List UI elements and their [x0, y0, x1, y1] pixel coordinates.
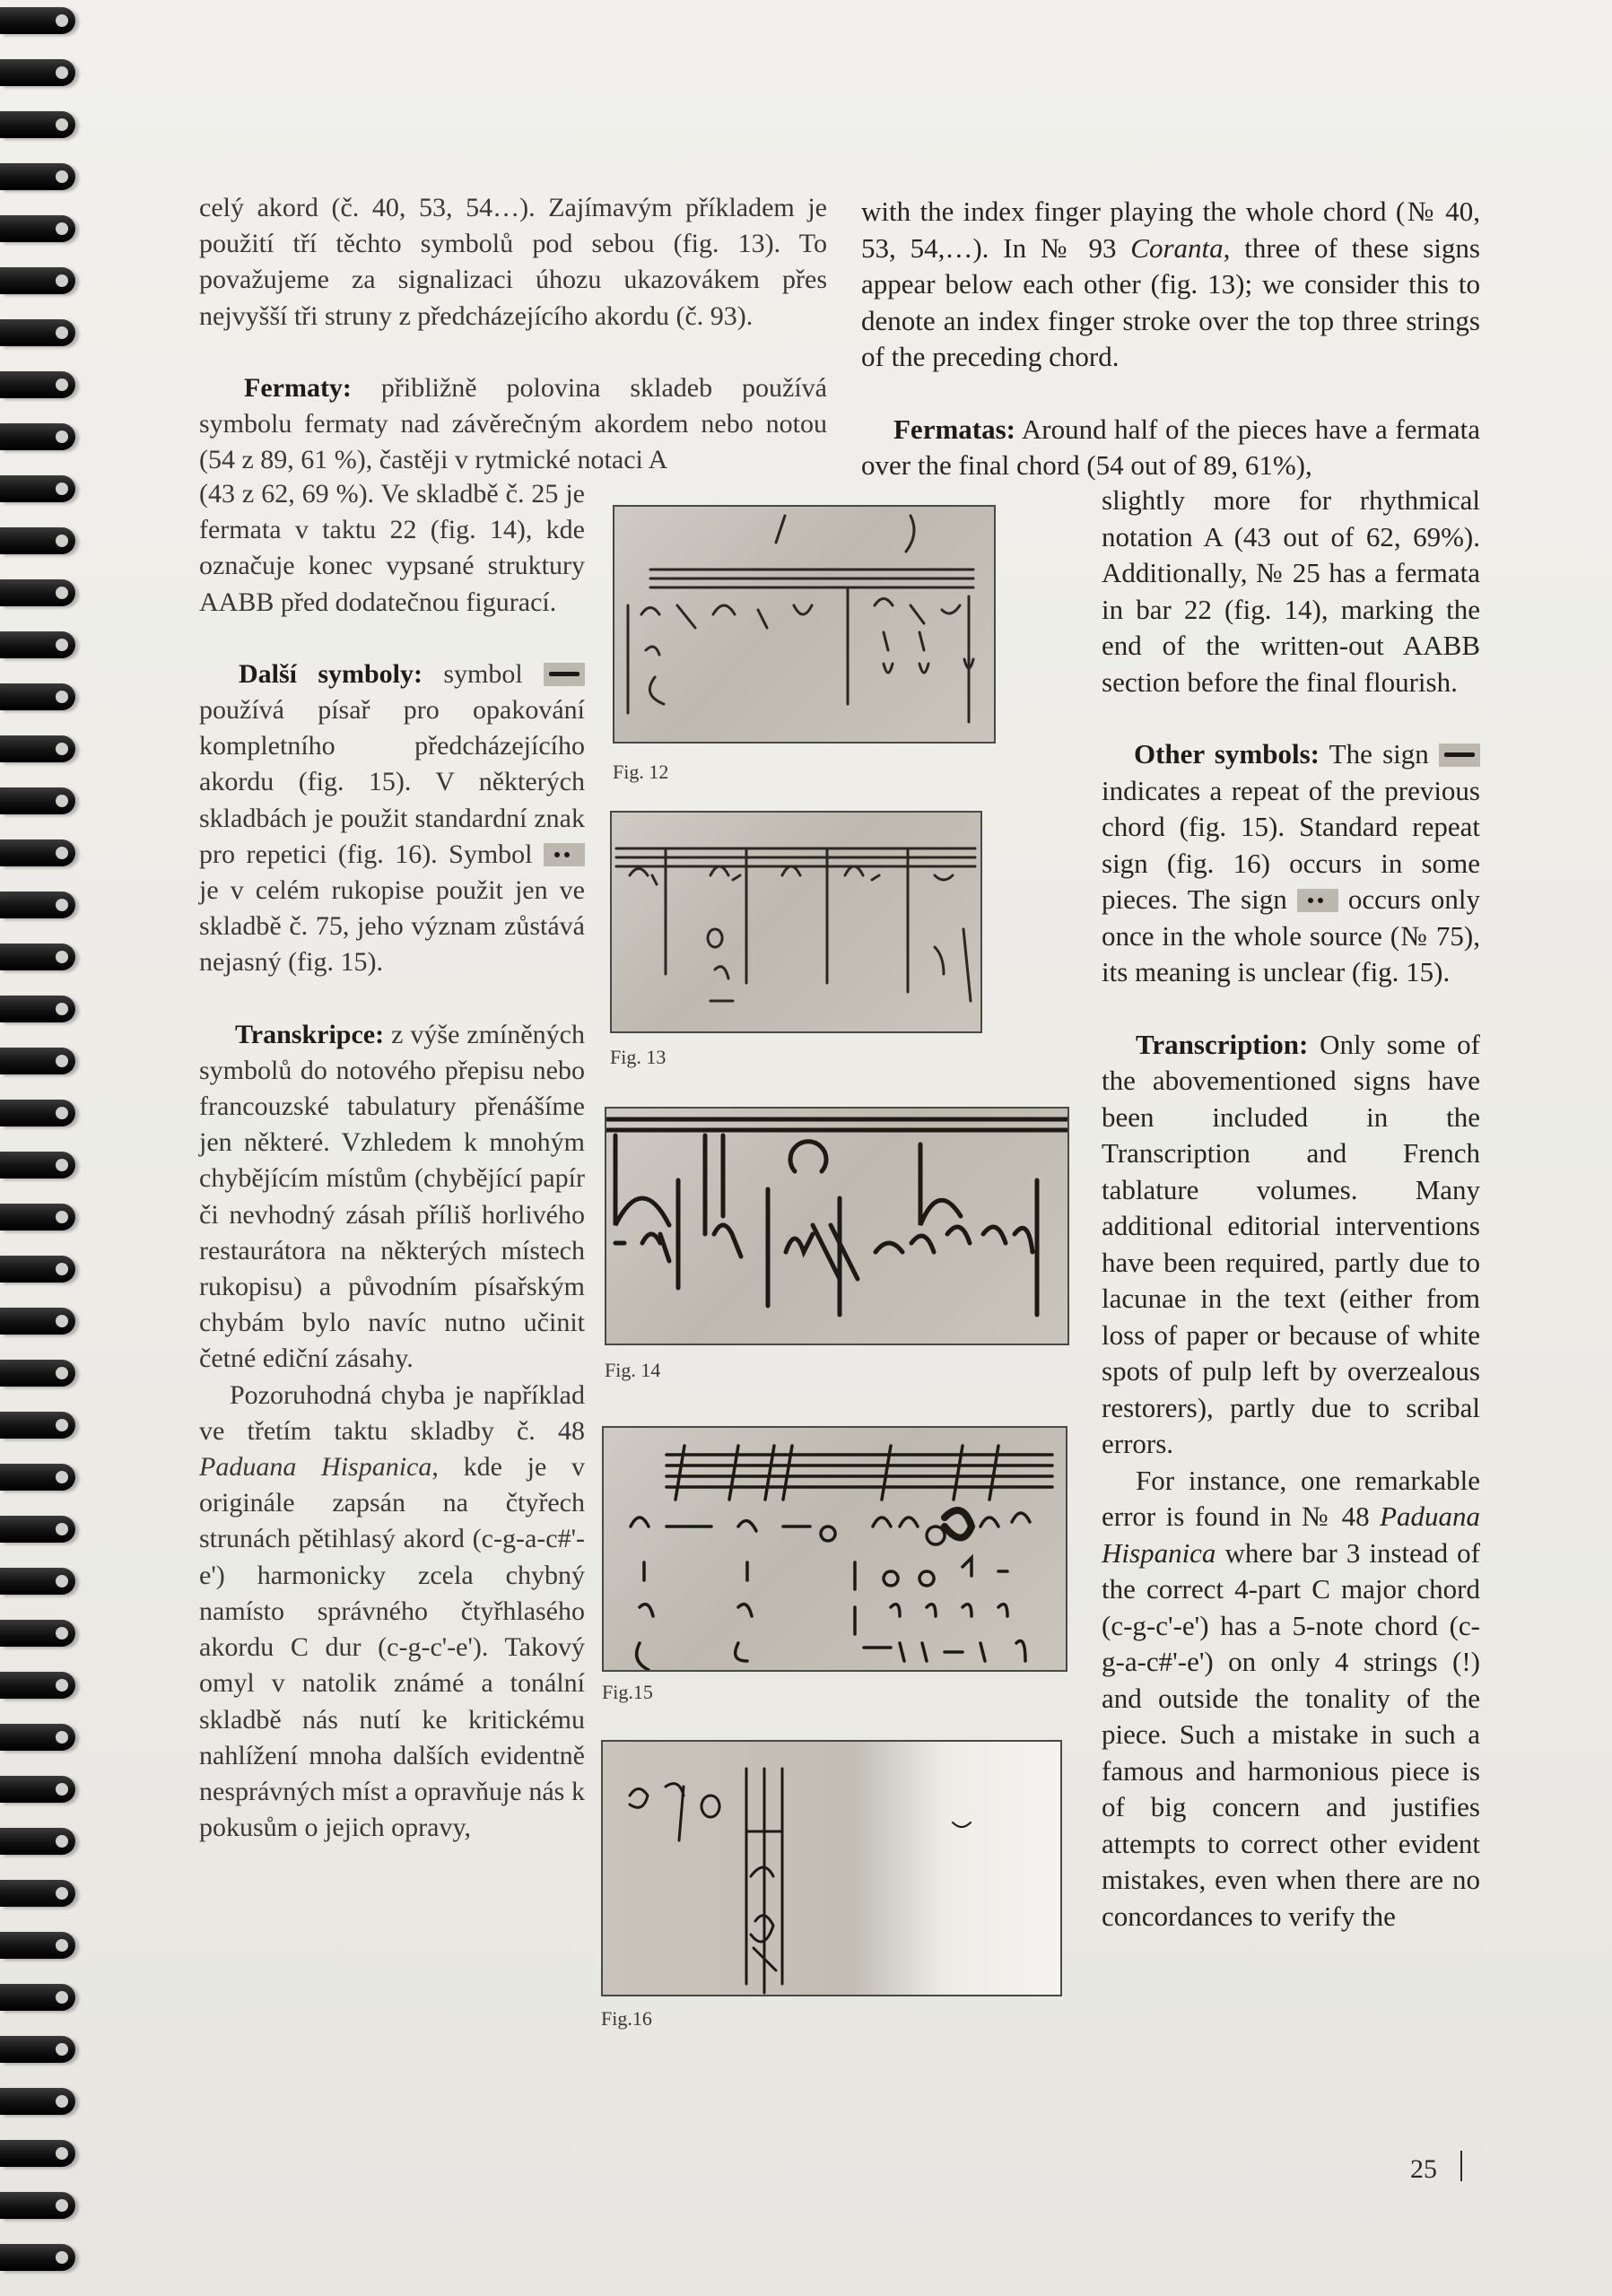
cz-paragraph-symbols: Další symboly: symbol používá písař pro opakování kompletního předcházejícího akordu (fig. 15). V některých skladbách je použit standardní znak pro repetici (fig. 16). Symbol je v celém rukopise použit jen ve skladbě č. 75, jeho význam zůstává nejasný (fig. 15).	[199, 658, 585, 978]
binding-ring	[0, 1464, 75, 1491]
binding-ring	[0, 787, 75, 814]
binding-ring	[0, 996, 75, 1022]
binding-ring	[0, 527, 75, 554]
czech-column-narrow	[199, 476, 585, 1846]
binding-ring	[0, 1672, 75, 1699]
binding-ring	[0, 735, 75, 762]
spiral-binding	[0, 0, 99, 2296]
tablature-image	[606, 1109, 1067, 1344]
binding-ring	[0, 1932, 75, 1959]
binding-ring	[0, 1360, 75, 1387]
binding-ring	[0, 1256, 75, 1283]
english-column-narrow	[1102, 483, 1480, 1935]
binding-ring	[0, 1724, 75, 1751]
binding-ring	[0, 891, 75, 918]
binding-ring	[0, 944, 75, 970]
binding-ring	[0, 2244, 75, 2271]
binding-ring	[0, 683, 75, 710]
tablature-image	[614, 507, 994, 742]
binding-ring	[0, 631, 75, 658]
en-paragraph-fermatas-cont: slightly more for rhythmical notation A (43 out of 62, 69%). Additionally, № 25 has a fermata in bar 22 (fig. 14), marking the end of the written-out AABB section before the final flourish.	[1102, 484, 1480, 698]
binding-ring	[0, 2140, 75, 2167]
cz-heading-dalsi: Další symboly:	[239, 658, 423, 689]
dots-symbol	[544, 843, 585, 866]
figure-15-manuscript	[602, 1426, 1067, 1672]
binding-ring	[0, 1100, 75, 1126]
binding-ring	[0, 1568, 75, 1595]
en-paragraph-fermatas: Fermatas: Around half of the pieces have a fermata over the final chord (54 out of 89, 61%),	[861, 413, 1480, 481]
binding-ring	[0, 111, 75, 138]
binding-ring	[0, 215, 75, 242]
binding-ring	[0, 1412, 75, 1439]
cz-paragraph-fermaty-cont: (43 z 62, 69 %). Ve skladbě č. 25 je fermata v taktu 22 (fig. 14), kde označuje konec vypsané struktury AABB před dodatečnou figurací.	[199, 479, 585, 617]
figure-16-manuscript	[601, 1740, 1062, 1996]
binding-ring	[0, 839, 75, 866]
binding-ring	[0, 1620, 75, 1647]
binding-ring	[0, 267, 75, 294]
en-heading-other: Other symbols:	[1134, 738, 1320, 770]
binding-ring	[0, 2036, 75, 2063]
binding-ring	[0, 1204, 75, 1231]
binding-ring	[0, 319, 75, 346]
binding-ring	[0, 2192, 75, 2219]
figure-12-caption: Fig. 12	[613, 761, 669, 783]
en-heading-fermatas: Fermatas:	[893, 413, 1015, 445]
en-paragraph-1: with the index finger playing the whole chord (№ 40, 53, 54,…). In № 93 Coranta, three of these signs appear below each other (fig. 13); we consider this to denote an index finger stroke over the top three strings of the preceding chord.	[861, 196, 1480, 372]
binding-ring	[0, 7, 75, 34]
binding-ring	[0, 2088, 75, 2115]
binding-ring	[0, 371, 75, 398]
binding-ring	[0, 1984, 75, 2011]
tablature-image	[603, 1742, 1060, 1995]
page-number-divider	[1460, 2151, 1462, 2181]
page-number: 25	[1410, 2154, 1437, 2184]
binding-ring	[0, 423, 75, 450]
cz-heading-transkripce: Transkripce:	[235, 1019, 385, 1049]
figure-14-caption: Fig. 14	[605, 1359, 661, 1381]
tablature-image	[612, 813, 980, 1031]
figure-14-manuscript	[605, 1107, 1069, 1345]
binding-ring	[0, 1880, 75, 1907]
en-heading-transcription: Transcription:	[1136, 1028, 1309, 1060]
cz-paragraph-1: celý akord (č. 40, 53, 54…). Zajímavým příkladem je použití tří těchto symbolů pod sebou (fig. 13). To považujeme za signalizaci úhozu ukazovákem přes nejvyšší tři struny z předcházejícího akordu (č. 93).	[199, 193, 827, 331]
binding-ring	[0, 1828, 75, 1855]
repeat-chord-symbol	[1439, 744, 1480, 767]
binding-ring	[0, 1776, 75, 1803]
binding-ring	[0, 1152, 75, 1178]
en-paragraph-error: For instance, one remarkable error is found in № 48 Paduana Hispanica where bar 3 instead of the correct 4-part C major chord (c-g-c'-e') has a 5-note chord (c-g-a-c#'-e') on only 4 strings (!) and outside the tonality of the piece. Such a mistake in such a famous and harmonious piece is of big concern and justifies attempts to correct other evident mistakes, even when there are no concordances to verify the	[1102, 1464, 1480, 1932]
binding-ring	[0, 59, 75, 86]
figure-13-manuscript	[610, 811, 982, 1033]
figure-16-caption: Fig.16	[601, 2007, 652, 2030]
cz-paragraph-transcription: Transkripce: z výše zmíněných symbolů do notového přepisu nebo francouzské tabulatury přenášíme jen některé. Vzhledem k mnohým chybějícím místům (chybějící papír či nevhodný zásah příliš horlivého restaurátora na některých místech rukopisu) a původním písařským chybám bylo navíc nutno učinit četné ediční zásahy.	[199, 1019, 585, 1374]
binding-ring	[0, 1308, 75, 1335]
figure-12-manuscript	[613, 505, 996, 744]
czech-column-top	[199, 190, 827, 478]
en-paragraph-transcription: Transcription: Only some of the abovementioned signs have been included in the Transcription and French tablature volumes. Many additional editorial interventions have been required, partly due to lacunae in the text (either from loss of paper or because of white spots of pulp left by overzealous restorers), partly due to scribal errors.	[1102, 1028, 1480, 1459]
en-paragraph-symbols: Other symbols: The sign indicates a repeat of the previous chord (fig. 15). Standard repeat sign (fig. 16) occurs in some pieces. The sign occurs only once in the whole source (№ 75), its meaning is unclear (fig. 15).	[1102, 738, 1480, 987]
binding-ring	[0, 579, 75, 606]
english-column-top	[861, 194, 1480, 484]
figure-15-caption: Fig.15	[602, 1681, 653, 1703]
tablature-image	[604, 1428, 1066, 1670]
binding-ring	[0, 1516, 75, 1543]
repeat-chord-symbol	[544, 663, 585, 686]
cz-paragraph-fermaty: Fermaty: přibližně polovina skladeb používá symbolu fermaty nad závěrečným akordem nebo notou (54 z 89, 61 %), častěji v rytmické notaci A	[199, 372, 827, 475]
dots-symbol	[1297, 889, 1338, 912]
cz-paragraph-error: Pozoruhodná chyba je například ve třetím taktu skladby č. 48 Paduana Hispanica, kde je v originále zapsán na čtyřech strunách pětihlasý akord (c-g-a-c#'-e') harmonicky zcela chybný namísto správného čtyřhlasého akordu C dur (c-g-c'-e'). Takový omyl v natolik známé a tonální skladbě nás nutí ke kritickému nahlížení mnoha dalších evidentně nesprávných míst a opravňuje nás k pokusům o jejich opravy,	[199, 1379, 585, 1843]
figure-13-caption: Fig. 13	[610, 1046, 667, 1068]
binding-ring	[0, 1048, 75, 1074]
binding-ring	[0, 163, 75, 190]
binding-ring	[0, 475, 75, 502]
cz-heading-fermaty: Fermaty:	[244, 372, 352, 403]
